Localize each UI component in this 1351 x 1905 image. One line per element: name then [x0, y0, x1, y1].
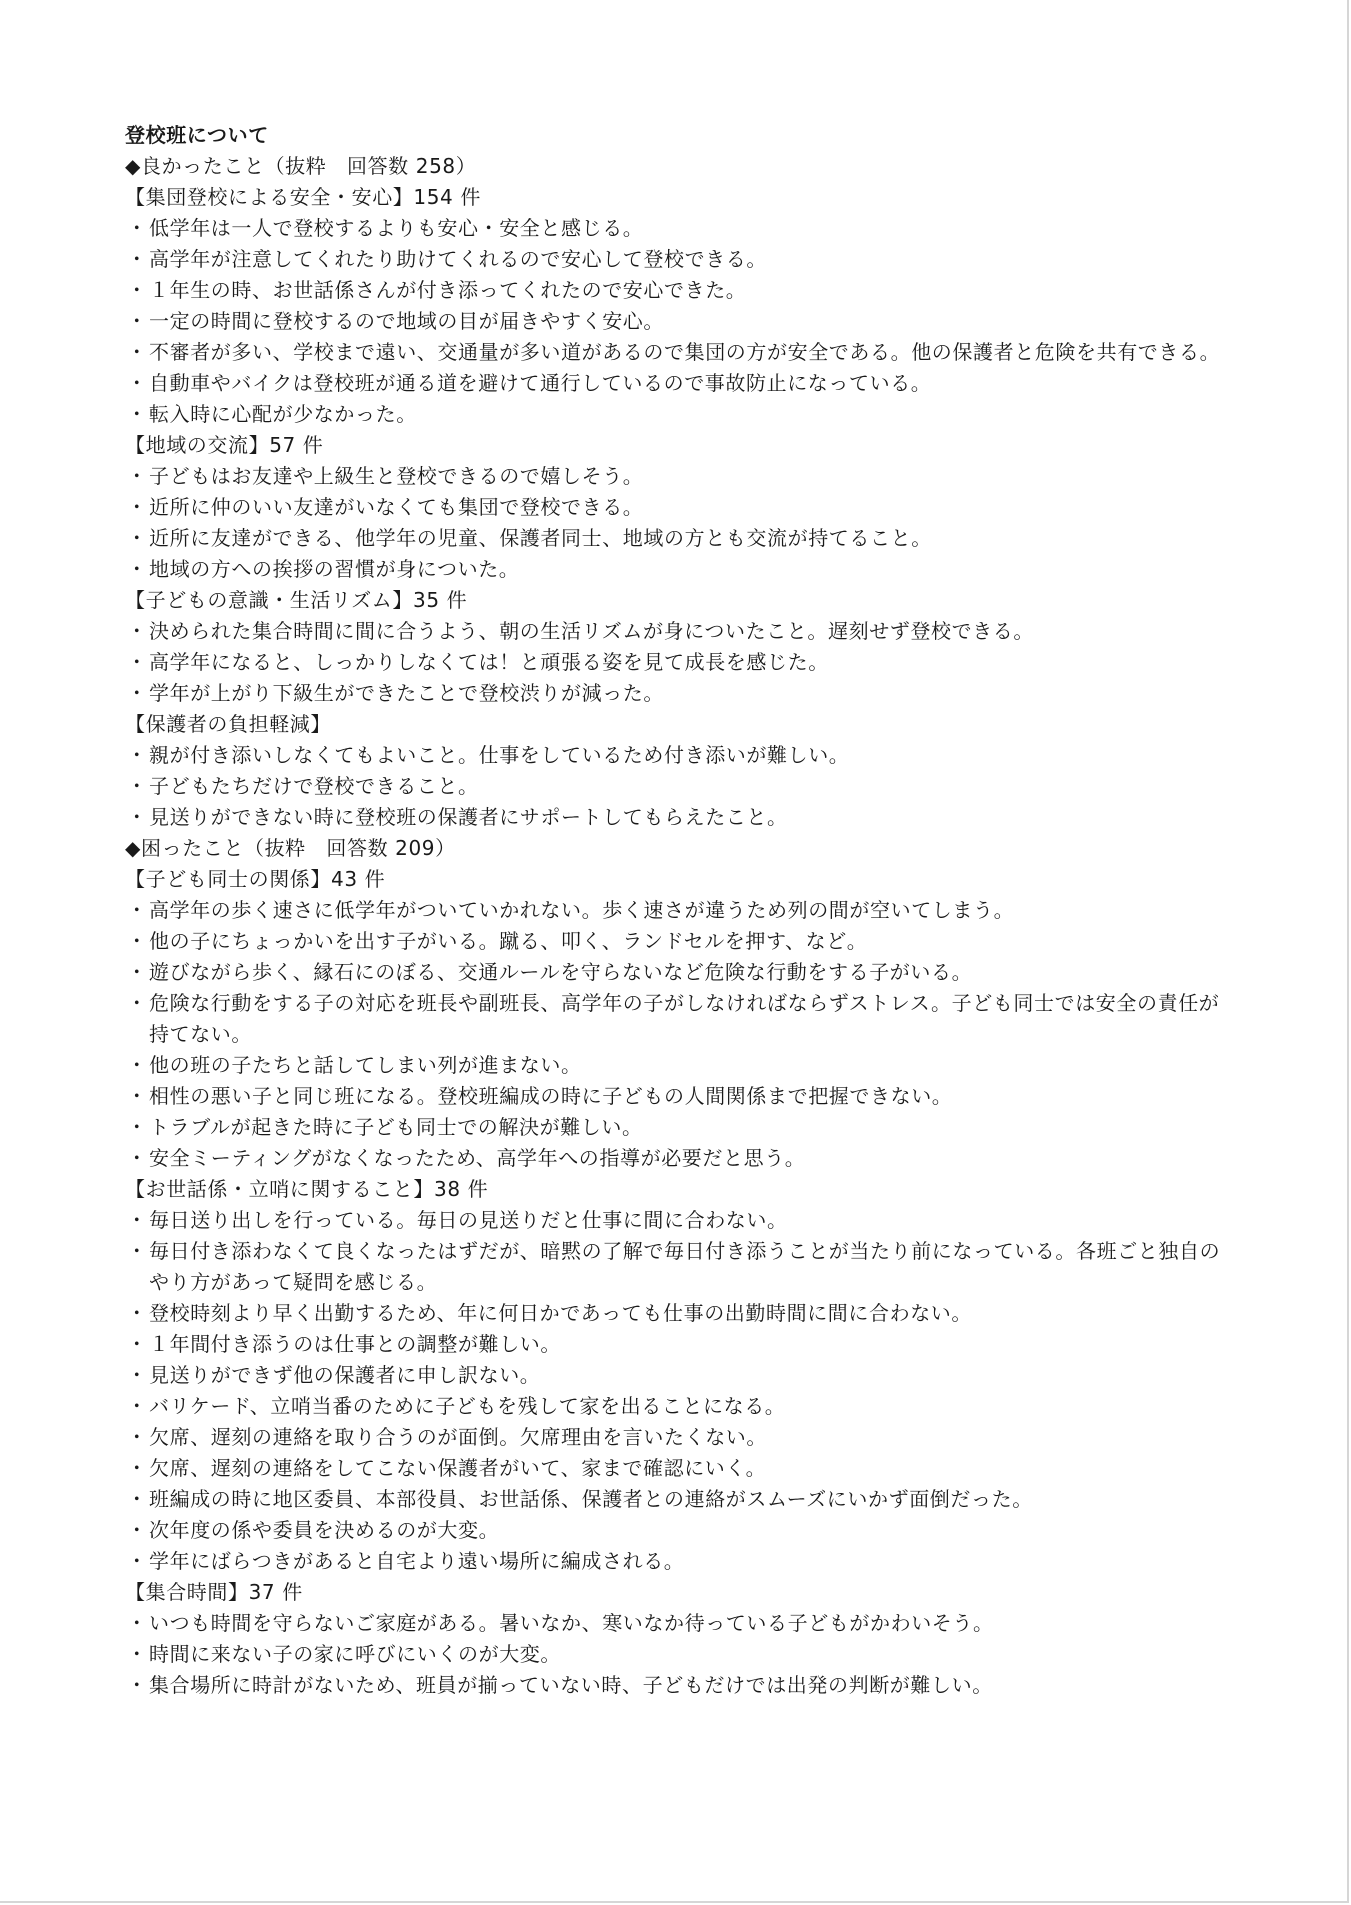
- list-item: ・時間に来ない子の家に呼びにいくのが大変。: [125, 1639, 1235, 1670]
- list-item: ・トラブルが起きた時に子ども同士での解決が難しい。: [125, 1112, 1235, 1143]
- bullet-mark: ・: [126, 1053, 148, 1077]
- bullet-list: [125, 895, 1235, 1174]
- section-heading-bad: ◆困ったこと（抜粋 回答数 209）: [125, 836, 456, 860]
- section-heading-good: ◆良かったこと（抜粋 回答数 258）: [125, 154, 477, 178]
- bullet-mark: ・: [126, 340, 148, 364]
- list-item: ・バリケード、立哨当番のために子どもを残して家を出ることになる。: [125, 1391, 1235, 1422]
- bullet-mark: ・: [126, 1332, 148, 1356]
- list-item: ・近所に仲のいい友達がいなくても集団で登校できる。: [125, 492, 1235, 523]
- list-item: ・子どもはお友達や上級生と登校できるので嬉しそう。: [125, 461, 1235, 492]
- list-item: ・相性の悪い子と同じ班になる。登校班編成の時に子どもの人間関係まで把握できない。: [125, 1081, 1235, 1112]
- bullet-list: [125, 616, 1235, 709]
- list-item: ・自動車やバイクは登校班が通る道を避けて通行しているので事故防止になっている。: [125, 368, 1235, 399]
- category-label: 【子ども同士の関係】43 件: [125, 867, 386, 891]
- bullet-list: [125, 461, 1235, 585]
- bullet-mark: ・: [126, 1456, 148, 1480]
- bullet-mark: ・: [126, 1208, 148, 1232]
- bullet-list: [125, 740, 1235, 833]
- list-item: ・１年生の時、お世話係さんが付き添ってくれたので安心できた。: [125, 275, 1235, 306]
- list-item: ・高学年になると、しっかりしなくては！と頑張る姿を見て成長を感じた。: [125, 647, 1235, 678]
- bullet-mark: ・: [126, 898, 148, 922]
- list-item: ・いつも時間を守らないご家庭がある。暑いなか、寒いなか待っている子どもがかわいそう。: [125, 1608, 1235, 1639]
- list-item: ・見送りができず他の保護者に申し訳ない。: [125, 1360, 1235, 1391]
- list-item: ・学年にばらつきがあると自宅より遠い場所に編成される。: [125, 1546, 1235, 1577]
- list-item: ・親が付き添いしなくてもよいこと。仕事をしているため付き添いが難しい。: [125, 740, 1235, 771]
- bullet-mark: ・: [126, 805, 148, 829]
- list-item: ・登校時刻より早く出勤するため、年に何日かであっても仕事の出勤時間に間に合わない。: [125, 1298, 1235, 1329]
- list-item: ・決められた集合時間に間に合うよう、朝の生活リズムが身についたこと。遅刻せず登校できる。: [125, 616, 1235, 647]
- bullet-mark: ・: [126, 1611, 148, 1635]
- bullet-mark: ・: [126, 1301, 148, 1325]
- bullet-mark: ・: [126, 774, 148, 798]
- bullet-mark: ・: [126, 1425, 148, 1449]
- list-item: ・一定の時間に登校するので地域の目が届きやすく安心。: [125, 306, 1235, 337]
- list-item: ・高学年の歩く速さに低学年がついていかれない。歩く速さが違うため列の間が空いてしまう。: [125, 895, 1235, 926]
- list-item: ・低学年は一人で登校するよりも安心・安全と感じる。: [125, 213, 1235, 244]
- bullet-mark: ・: [126, 1146, 148, 1170]
- list-item: ・子どもたちだけで登校できること。: [125, 771, 1235, 802]
- bullet-mark: ・: [126, 216, 148, 240]
- list-item: ・班編成の時に地区委員、本部役員、お世話係、保護者との連絡がスムーズにいかず面倒だった。: [125, 1484, 1235, 1515]
- category-label: 【集団登校による安全・安心】154 件: [125, 185, 481, 209]
- bullet-list: [125, 1205, 1235, 1577]
- bullet-mark: ・: [126, 1115, 148, 1139]
- bullet-mark: ・: [126, 557, 148, 581]
- list-item: ・不審者が多い、学校まで遠い、交通量が多い道があるので集団の方が安全である。他の保護者と危険を共有できる。: [125, 337, 1235, 368]
- document-title: 登校班について: [125, 123, 269, 147]
- bullet-mark: ・: [126, 278, 148, 302]
- document-body: [125, 120, 1235, 1701]
- list-item: ・遊びながら歩く、縁石にのぼる、交通ルールを守らないなど危険な行動をする子がいる。: [125, 957, 1235, 988]
- list-item: ・集合場所に時計がないため、班員が揃っていない時、子どもだけでは出発の判断が難しい。: [125, 1670, 1235, 1701]
- bullet-list: [125, 1608, 1235, 1701]
- category-label: 【集合時間】37 件: [125, 1580, 303, 1604]
- bullet-mark: ・: [126, 1487, 148, 1511]
- bullet-mark: ・: [126, 371, 148, 395]
- bullet-mark: ・: [126, 681, 148, 705]
- bullet-mark: ・: [126, 247, 148, 271]
- bullet-mark: ・: [126, 619, 148, 643]
- bullet-mark: ・: [126, 1394, 148, 1418]
- bullet-mark: ・: [126, 991, 148, 1015]
- list-item: ・地域の方への挨拶の習慣が身についた。: [125, 554, 1235, 585]
- list-item: ・高学年が注意してくれたり助けてくれるので安心して登校できる。: [125, 244, 1235, 275]
- list-item: ・毎日送り出しを行っている。毎日の見送りだと仕事に間に合わない。: [125, 1205, 1235, 1236]
- list-item: ・転入時に心配が少なかった。: [125, 399, 1235, 430]
- list-item: ・安全ミーティングがなくなったため、高学年への指導が必要だと思う。: [125, 1143, 1235, 1174]
- list-item: ・他の子にちょっかいを出す子がいる。蹴る、叩く、ランドセルを押す、など。: [125, 926, 1235, 957]
- list-item: ・欠席、遅刻の連絡をしてこない保護者がいて、家まで確認にいく。: [125, 1453, 1235, 1484]
- category-label: 【お世話係・立哨に関すること】38 件: [125, 1177, 489, 1201]
- list-item: ・次年度の係や委員を決めるのが大変。: [125, 1515, 1235, 1546]
- bullet-list: [125, 213, 1235, 430]
- list-item: ・１年間付き添うのは仕事との調整が難しい。: [125, 1329, 1235, 1360]
- bullet-mark: ・: [126, 1239, 148, 1263]
- bullet-mark: ・: [126, 960, 148, 984]
- bullet-mark: ・: [126, 1084, 148, 1108]
- bullet-mark: ・: [126, 464, 148, 488]
- bullet-mark: ・: [126, 1673, 148, 1697]
- bullet-mark: ・: [126, 743, 148, 767]
- bullet-mark: ・: [126, 1642, 148, 1666]
- bullet-mark: ・: [126, 1363, 148, 1387]
- bullet-mark: ・: [126, 526, 148, 550]
- list-item: ・学年が上がり下級生ができたことで登校渋りが減った。: [125, 678, 1235, 709]
- list-item: ・見送りができない時に登校班の保護者にサポートしてもらえたこと。: [125, 802, 1235, 833]
- bullet-mark: ・: [126, 1518, 148, 1542]
- category-label: 【地域の交流】57 件: [125, 433, 324, 457]
- list-item: ・他の班の子たちと話してしまい列が進まない。: [125, 1050, 1235, 1081]
- bullet-mark: ・: [126, 402, 148, 426]
- list-item: ・危険な行動をする子の対応を班長や副班長、高学年の子がしなければならずストレス。子ども同士では安全の責任が持てない。: [125, 988, 1235, 1050]
- category-label: 【保護者の負担軽減】: [125, 712, 331, 736]
- bullet-mark: ・: [126, 1549, 148, 1573]
- bullet-mark: ・: [126, 309, 148, 333]
- bullet-mark: ・: [126, 929, 148, 953]
- bullet-mark: ・: [126, 495, 148, 519]
- list-item: ・欠席、遅刻の連絡を取り合うのが面倒。欠席理由を言いたくない。: [125, 1422, 1235, 1453]
- list-item: ・毎日付き添わなくて良くなったはずだが、暗黙の了解で毎日付き添うことが当たり前になっている。各班ごと独自のやり方があって疑問を感じる。: [125, 1236, 1235, 1298]
- category-label: 【子どもの意識・生活リズム】35 件: [125, 588, 468, 612]
- bullet-mark: ・: [126, 650, 148, 674]
- list-item: ・近所に友達ができる、他学年の児童、保護者同士、地域の方とも交流が持てること。: [125, 523, 1235, 554]
